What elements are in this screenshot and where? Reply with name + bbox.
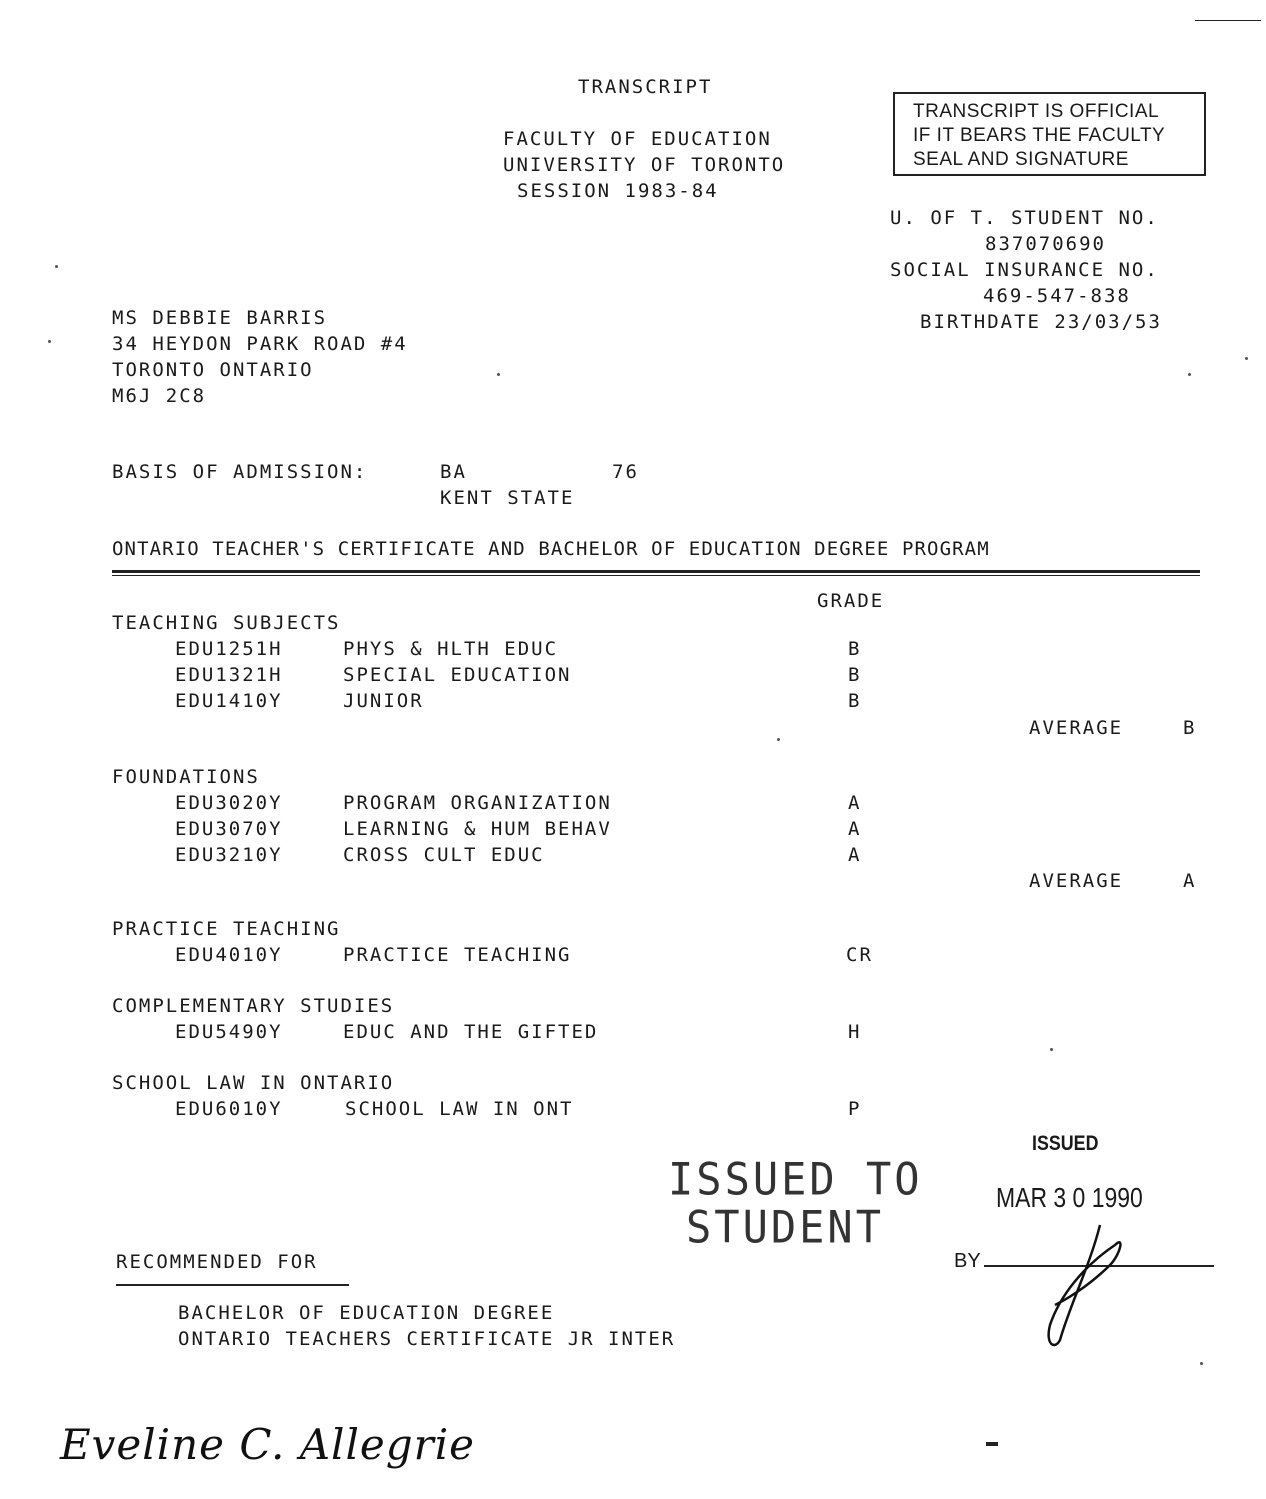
section-title-school-law: SCHOOL LAW IN ONTARIO (112, 1072, 395, 1094)
notice-line-1: TRANSCRIPT IS OFFICIAL (913, 101, 1160, 122)
average-label: AVERAGE (1029, 717, 1124, 739)
course-code: EDU3210Y (175, 844, 283, 866)
admission-label: BASIS OF ADMISSION: (112, 461, 368, 483)
course-grade: CR (846, 944, 873, 966)
course-code: EDU1321H (175, 664, 283, 686)
average-label: AVERAGE (1029, 870, 1124, 892)
section-title-practice-teaching: PRACTICE TEACHING (112, 918, 341, 940)
course-grade: A (848, 818, 862, 840)
issued-date: MAR 3 0 1990 (996, 1182, 1143, 1213)
course-row (0, 792, 1266, 816)
initials-signature-icon (1030, 1205, 1170, 1355)
course-name: PHYS & HLTH EDUC (343, 638, 559, 660)
student-name: MS DEBBIE BARRIS (112, 307, 328, 329)
university-name: UNIVERSITY OF TORONTO (503, 154, 786, 176)
document-title: TRANSCRIPT (578, 76, 713, 98)
course-code: EDU3070Y (175, 818, 283, 840)
admission-year: 76 (612, 461, 639, 483)
recommended-degree: BACHELOR OF EDUCATION DEGREE (178, 1302, 555, 1324)
student-no-label: U. OF T. STUDENT NO. (890, 207, 1159, 229)
scan-speck (55, 265, 58, 268)
course-name: SCHOOL LAW IN ONT (345, 1098, 574, 1120)
course-grade: A (848, 792, 862, 814)
by-label: BY (954, 1250, 981, 1272)
average-value-teaching: B (1183, 717, 1197, 739)
course-row (0, 944, 1266, 968)
section-title-complementary-studies: COMPLEMENTARY STUDIES (112, 995, 395, 1017)
notice-line-3: SEAL AND SIGNATURE (913, 149, 1129, 170)
course-row (0, 1021, 1266, 1045)
course-name: PRACTICE TEACHING (343, 944, 572, 966)
average-value-foundations: A (1183, 870, 1197, 892)
issued-to-student-stamp-line2: STUDENT (686, 1201, 885, 1254)
notice-line-2: IF IT BEARS THE FACULTY (913, 125, 1166, 146)
address-city: TORONTO ONTARIO (112, 359, 314, 381)
admission-degree: BA (440, 461, 467, 483)
session-label: SESSION 1983-84 (517, 180, 719, 202)
course-code: EDU3020Y (175, 792, 283, 814)
course-code: EDU6010Y (175, 1098, 283, 1120)
course-row (0, 638, 1266, 662)
scan-mark (1195, 20, 1261, 21)
course-name: LEARNING & HUM BEHAV (343, 818, 612, 840)
address-postal: M6J 2C8 (112, 385, 207, 407)
address-street: 34 HEYDON PARK ROAD #4 (112, 333, 408, 355)
sin-value: 469-547-838 (983, 285, 1131, 307)
section-title-foundations: FOUNDATIONS (112, 766, 260, 788)
course-name: EDUC AND THE GIFTED (343, 1021, 599, 1043)
course-grade: A (848, 844, 862, 866)
course-row (0, 844, 1266, 868)
scan-mark (986, 1442, 998, 1446)
issued-label: ISSUED (1032, 1132, 1099, 1155)
course-grade: H (848, 1021, 862, 1043)
scan-speck (1245, 357, 1248, 360)
course-grade: P (848, 1098, 862, 1120)
handwritten-signature: Eveline C. Allegrie (60, 1420, 476, 1469)
faculty-name: FACULTY OF EDUCATION (503, 128, 772, 150)
recommended-label: RECOMMENDED FOR (116, 1251, 318, 1273)
scan-speck (1200, 1362, 1203, 1365)
course-row (0, 818, 1266, 842)
course-name: CROSS CULT EDUC (343, 844, 545, 866)
course-code: EDU4010Y (175, 944, 283, 966)
course-grade: B (848, 690, 862, 712)
recommended-rule (116, 1284, 349, 1286)
program-title-rule (112, 570, 1200, 573)
course-grade: B (848, 638, 862, 660)
course-name: JUNIOR (343, 690, 424, 712)
program-title-rule-thin (112, 575, 1200, 576)
course-name: PROGRAM ORGANIZATION (343, 792, 612, 814)
course-code: EDU1410Y (175, 690, 283, 712)
section-title-teaching-subjects: TEACHING SUBJECTS (112, 612, 341, 634)
issued-to-student-stamp-line1: ISSUED TO (668, 1153, 923, 1206)
birthdate: BIRTHDATE 23/03/53 (920, 311, 1162, 333)
scan-speck (1050, 1048, 1053, 1051)
course-row (0, 664, 1266, 688)
recommended-certificate: ONTARIO TEACHERS CERTIFICATE JR INTER (178, 1328, 676, 1350)
admission-school: KENT STATE (440, 487, 575, 509)
grade-column-header: GRADE (817, 590, 885, 612)
scan-speck (497, 373, 500, 376)
scan-speck (48, 340, 51, 343)
course-code: EDU5490Y (175, 1021, 283, 1043)
program-title: ONTARIO TEACHER'S CERTIFICATE AND BACHELOR OF EDUCATION DEGREE PROGRAM (112, 538, 990, 560)
scan-speck (1188, 373, 1191, 376)
course-code: EDU1251H (175, 638, 283, 660)
course-row (0, 1098, 1266, 1122)
student-no-value: 837070690 (985, 233, 1106, 255)
scan-speck (777, 738, 780, 741)
sin-label: SOCIAL INSURANCE NO. (890, 259, 1159, 281)
course-row (0, 690, 1266, 714)
official-notice-box (893, 92, 1206, 176)
course-name: SPECIAL EDUCATION (343, 664, 572, 686)
course-grade: B (848, 664, 862, 686)
